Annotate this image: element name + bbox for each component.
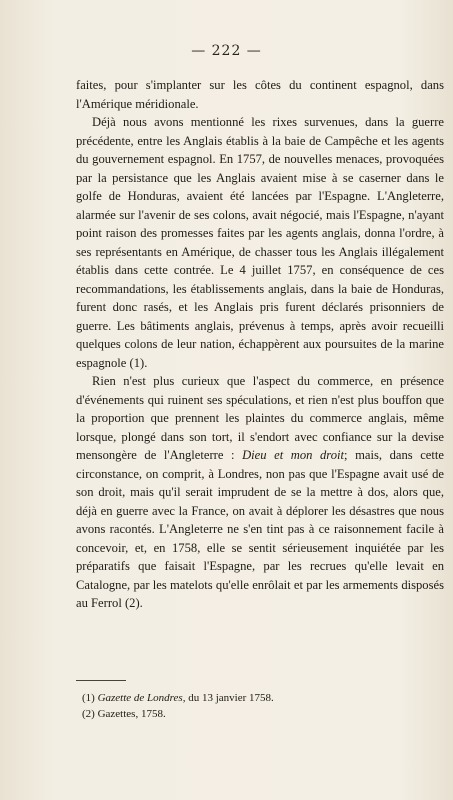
footnote-marker: (1)	[82, 692, 95, 704]
paragraph-commerce-text-before: Rien n'est plus curieux que l'aspect du commerce, en présence d'événements qui ruinent ses spéculations, et rien n'est plus bouffon que la proportion que prennent les plaintes du commerce anglais, même lorsque, plongé dans son tort, il s'endort avec confiance sur la devise mensongère de l'Angleterre :	[76, 374, 444, 462]
footnote-source: Gazette de Londres,	[97, 692, 186, 704]
paragraph-commerce-text-after: ; mais, dans cette circonstance, on comprit, à Londres, non pas que l'Espagne avait usé de son droit, mais qu'il serait imprudent de se la mettre à dos, alors que, déjà en guerre avec la France, on avait à déplorer les désastres que nous avons racontés. L'Angleterre ne s'en tint pas à ce raisonnement facile à concevoir, et, en 1758, elle se sentit sérieusement inquiétée par les préparatifs que faisait l'Espagne, par les recrues qu'elle levait en Catalogne, par les matelots qu'elle enrôlait et par les armements disposés au Ferrol (2).	[76, 448, 444, 610]
paragraph-continuation: faites, pour s'implanter sur les côtes du continent espagnol, dans l'Amérique méridionale.	[76, 78, 444, 111]
footnotes	[76, 690, 444, 722]
footnote-2	[76, 706, 444, 722]
footnote-detail: 1758.	[140, 708, 166, 720]
footnote-1	[76, 690, 444, 706]
motto-dieu-et-mon-droit: Dieu et mon droit	[242, 448, 345, 462]
paragraph-honduras: Déjà nous avons mentionné les rixes survenues, dans la guerre précédente, entre les Anglais établis à la baie de Campêche et les agents du gouvernement espagnol. En 1757, de nouvelles menaces, provoquées par la persistance que les Anglais avaient mise à se caserner dans le golfe de Honduras, avaient été lancées par l'Espagne. L'Angleterre, alarmée sur l'avenir de ses colons, avait négocié, mais l'Espagne, n'ayant point raison des promesses faites par les agents anglais, donna l'ordre, à ses représentants en Amérique, de chasser tous les Anglais illégalement établis dans cette contrée. Le 4 juillet 1757, en conséquence de ces recommandations, les établissements anglais, dans la baie de Honduras, furent donc rasés, et les Anglais pris furent déclarés prisonniers de guerre. Les bâtiments anglais, prévenus à temps, après avoir recueilli quelques colons de leur nation, échappèrent aux poursuites de la marine espagnole (1).	[76, 115, 444, 370]
footnote-source: Gazettes,	[97, 708, 139, 720]
paragraph-commerce	[76, 372, 444, 613]
body-text	[76, 76, 444, 613]
page-number: — 222 —	[191, 43, 262, 59]
footnote-detail: du 13 janvier 1758.	[188, 692, 274, 704]
footnote-divider	[76, 680, 126, 681]
footnote-marker: (2)	[82, 708, 95, 720]
